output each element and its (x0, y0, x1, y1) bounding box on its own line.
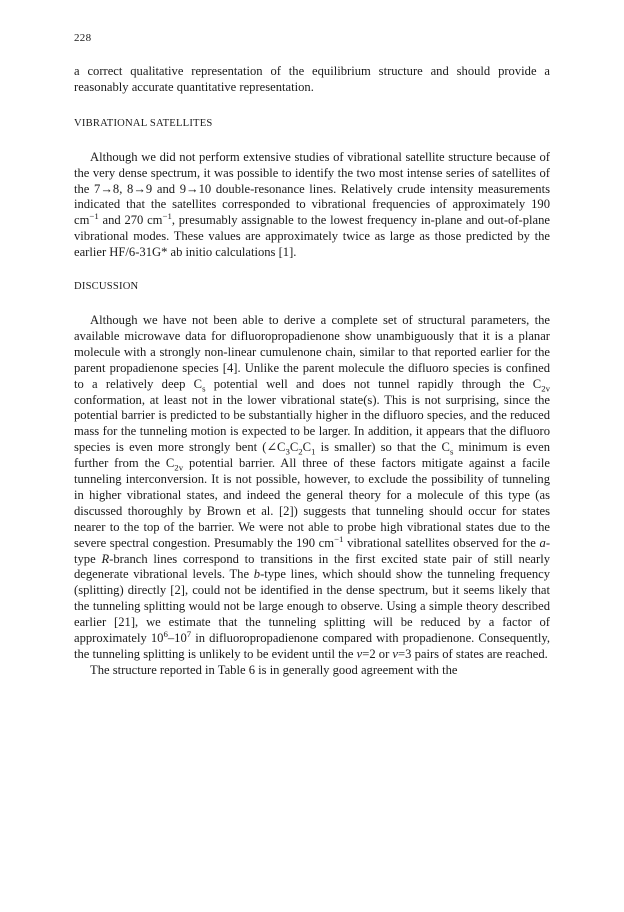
intro-paragraph: a correct qualitative representation of the equilibrium structure and should provide a reasonably accurate quantitative representation. (74, 64, 550, 94)
discussion-paragraph-1: Although we have not been able to derive a complete set of structural parameters, the available microwave data for difluoropropadienone show unambiguously that it is a planar molecule with a strongly non-linear cumulenone chain, similar to that reported earlier for the parent propadienone species [4]. Unlike the parent molecule the difluoro species is confined to a relatively deep $C_s$ potential well and does not tunnel rapidly through the $C_{2v}$ conformation, at least not in the lower vibrational state(s). This is not surprising, since the potential barrier is predicted to be substantially higher in the difluoro species, and the reduced mass for the tunneling motion is expected to be larger. In addition, it appears that the difluoro species is even more strongly bent ($\angle C_3C_2C_1$ is smaller) so that the $C_s$ minimum is even further from the $C_{2v}$ potential barrier. All three of these factors mitigate against a facile tunneling interconversion. It is not possible, however, to exclude the possibility of tunneling in higher vibrational states, and indeed the general theory for a molecule of this type (as discussed thoroughly by Brown et al. [2]) suggests that tunneling should occur for states nearer to the top of the barrier. We were not able to probe high vibrational states due to the severe spectral congestion. Presumably the 190 $cm^{-1}$ vibrational satellites observed for the a-type R-branch lines correspond to transitions in the first excited state pair of still nearly degenerate vibrational levels. The b-type lines, which should show the tunneling frequency (splitting) directly [2], could not be identified in the dense spectrum, but it seems likely that the tunneling splitting would not be large enough to observe. Using a simple theory described earlier [21], we estimate that the tunneling splitting will be reduced by a factor of approximately $10^6-10^7$ in difluoropropadienone compared with propadienone. Consequently, the tunneling splitting is unlikely to be evident until the v=2 or v=3 pairs of states are reached. (74, 312, 551, 661)
page-number: 228 (74, 32, 92, 44)
page-content (74, 64, 550, 679)
discussion-paragraph-2: The structure reported in Table 6 is in generally good agreement with the (90, 662, 458, 677)
section-heading-discussion: DISCUSSION (74, 281, 139, 293)
section-heading-vibrational-satellites: VIBRATIONAL SATELLITES (74, 117, 213, 129)
vibrational-paragraph: Although we did not perform extensive studies of vibrational satellite structure because of the very dense spectrum, it was possible to identify the two most intense series of satellites of the 7→8, 8→9 and 9→10 double-resonance lines. Relatively crude intensity measurements indicated that the satellites corresponded to vibrational frequencies of approximately 190 $cm^{-1}$ and 270 $cm^{-1}$, presumably assignable to the lowest frequency in-plane and out-of-plane vibrational modes. These values are approximately twice as large as those predicted by the earlier HF/6-31G* ab initio calculations [1]. (74, 149, 550, 260)
